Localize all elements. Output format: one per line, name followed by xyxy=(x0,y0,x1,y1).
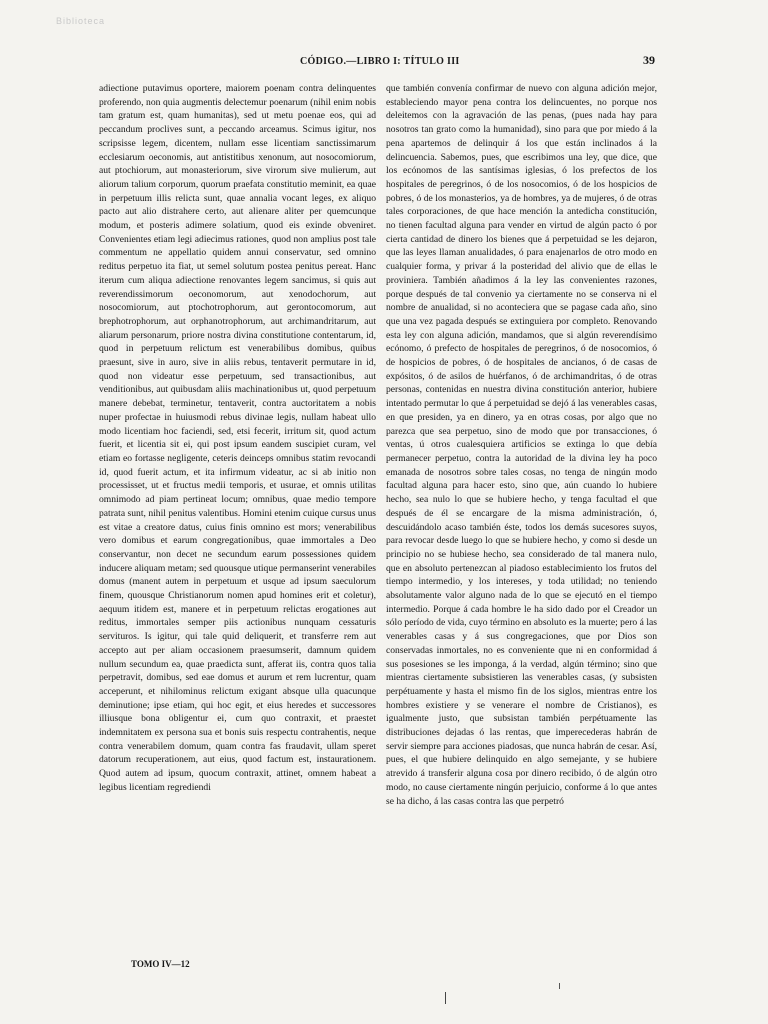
spanish-text-column xyxy=(386,82,657,962)
scan-artifact-line xyxy=(445,992,446,1004)
latin-paragraph: adiectione putavimus oportere, maiorem poenam contra delinquentes proferendo, non quia augmentis delectemur poenarum (nihil enim nobis tam gratum est, quam humanitas), sed ut metu poenae eos, qui ad peccandum proclives sunt, a peccando arceamus. Scimus igitur, nos scripsisse legem, dicentem, nullam esse licentiam sanctissimarum ecclesiarum oeconomis, aut antistitibus xenonum, aut nosocomiorum, aut ptochiorum, aut monasteriorum, sive virorum sive mulierum, aut aliorum talium corporum, quorum praefata constitutio meminit, ea quae in perpetuum illis relicta sunt, quae annalia vocant leges, ex aliquo pacto aut alio distrahere certo, aut alienare aliter per quemcunque modum, et posteris adimere solatium, quod eis exinde obveniret. Convenientes etiam legi adiecimus rationes, quod non amplius post tale commentum ne appellatio quidem annui conservatur, sed omnino reditus perpetuo ita fiat, ut semel solutum postea penitus pereat. Hanc iterum cum aliqua adiectione renovantes legem sancimus, si quis aut reverendissimorum oeconomorum, aut xenodochorum, aut nosocomiorum, aut ptochotrophorum, aut gerontocomorum, aut brephotrophorum, aut orphanotrophorum, aut archimandritarum, aut aliarum personarum, priore nostra divina constitutione contentarum, id, quod in perpetuum relictum est venerabilibus domibus, quibus praesunt, sive in auro, sive in aliis rebus, tentaverit permutare in id, quod non videatur esse perpetuum, sed transactionibus, aut venditionibus, aut quibusdam aliis machinationibus ut, quod perpetuum manere debebat, terminetur, tentaverit, contra auctoritatem a nobis nuper profectae in huiusmodi rebus divinae legis, nullam habeat ullo modo licentiam hoc faciendi, sed, etsi fecerit, irritum sit, quod actum fuerit, et licentia sit ei, qui post ipsum eandem suscipiet curam, vel etiam eo fortasse negligente, ceteris deinceps omnibus statim revocandi id, quod fuerit actum, et ita infirmum videatur, ac si ab initio non processisset, ut et fructus medii temporis, et usurae, et omnis utilitas omnimodo ad piam pertineat locum; omnibus, quae medio tempore patrata sunt, nihil penitus valentibus. Homini etenim cuique cursus unus est vitae a creatore datus, cuius finis omnino est mors; venerabilibus vero domibus et earum congregationibus, quae immortales a Deo conservantur, non decet ne secundum earum possessiones quidem inducere aliquam metam; sed quousque utique permanserint venerabiles domus (manent autem in perpetuum et usque ad ipsum saeculorum finem, quousque Christianorum nomen apud homines erit et coletur), aequum itidem est, manere et in perpetuum relictas erogationes aut reditus, immortales semper piis actionibus nunquam cessaturis servituros. Is igitur, qui tale quid deliquerit, et transferre rem aut accepto aut per aliam occasionem praesumserit, damnum quidem nullum secundum ea, quae praedicta sunt, afferat iis, contra quos talia perpetravit, domibus, sed eae domus et aurum et rem lucrentur, quam acceperunt, et nihilominus relictum exigant absque ulla quacunque deminutione; ipse etiam, qui hoc egit, et eius heredes et successores illiusque bona obligentur ei, cum quo contraxit, et praestet indemnitatem ex persona sua et bonis suis respectu contrahentis, neque contra venerabilem domum, quam contra fas fraudavit, ullam speret datorum recuperationem, aut eius, quod factum est, instaurationem. Quod autem ad ipsum, quocum contraxit, attinet, omnem habeat a legibus licentiam regrediendi xyxy=(99,83,376,793)
page-number: 39 xyxy=(643,53,655,67)
running-title: CÓDIGO.—LIBRO I: TÍTULO III xyxy=(300,56,460,67)
library-stamp: Biblioteca xyxy=(56,16,106,26)
spanish-paragraph: que también convenía confirmar de nuevo con alguna adición mejor, estableciendo mayor pena contra los delincuentes, no porque nos deleitemos con la agravación de las penas, (pues nada hay para nosotros tan grato como la humanidad), sino para que por miedo á la pena apartemos de delinquir á los que están inclinados á la delincuencia. Sabemos, pues, que escribimos una ley, que dice, que los ecónomos de las santísimas iglesias, ó los prefectos de los hospitales de peregrinos, ó de los nosocomios, ó de los hospicios de pobres, ó de los monasterios, ya de hombres, ya de mujeres, ó de otras tales corporaciones, de que hace mención la antedicha constitución, no tienen facultad alguna para vender en virtud de algún pacto ó por cierta cantidad de dinero los bienes que á perpetuidad se les dejaron, que las leyes llaman anualidades, ó para enajenarlos de otro modo en cualquier forma, y privar á la posteridad del alivio que de ellas le proviniera. También añadimos á la ley las convenientes razones, porque después de tal convenio ya ciertamente no se conserva ni el nombre de anualidad, si no aconteciera que se pagase cada año, sino que una vez pagada después se extinguiera por completo. Renovando esta ley con alguna adición, mandamos, que si algún reverendísimo ecónomo, ó prefecto de hospitales de peregrinos, ó de nosocomios, ó de hospicios de pobres, ó de hospitales de ancianos, ó de casas de expósitos, ó de asilos de huérfanos, ó de archimandritas, ó de otras personas, contenidas en nuestra divina constitución anterior, hubiere intentado permutar lo que á perpetuidad se dejó á las venerables casas, en que presiden, ya en dinero, ya en otras cosas, por algo que no parezca que sea perpetuo, sino de modo que por transacciones, ó ventas, ú otros cualesquiera artificios se extinga lo que debía permanecer perpetuo, contra la autoridad de la divina ley ha poco emanada de nosotros sobre tales cosas, no tenga de ningún modo facultad alguna para hacer esto, sino que, aún cuando lo hubiere hecho, sea nulo lo que se hubiere hecho, y tenga facultad el que después de él se encargare de la misma administración, ó, descuidándolo acaso también éste, todos los demás sucesores suyos, para revocar desde luego lo que se hubiere hecho, y como si desde un principio no se hubiese hecho, sea considerado de tal manera nulo, que en absoluto pertenezcan al piadoso establecimiento los frutos del tiempo intermedio, y los intereses, y toda utilidad; no teniendo absolutamente valor alguno nada de lo que se ejecutó en el tiempo intermedio. Porque á cada hombre le ha sido dado por el Creador un sólo período de vida, cuyo término en absoluto es la muerte; pero á las venerables casas y á sus congregaciones, que por Dios son conservadas inmortales, no es conveniente que ni en conformidad á sus posesiones se les imponga, á la verdad, algún término; sino que mientras ciertamente subsistieren las venerables casas, (y subsisten perpétuamente y hasta el mismo fin de los siglos, mientras entre los hombres existiere y se venerare el nombre de Cristianos), es igualmente justo, que subsistan también perpétuamente las distribuciones dejadas ó las rentas, que imperecederas habrán de servir siempre para acciones piadosas, que nunca habrán de cesar. Así, pues, el que hubiere delinquido en algo semejante, y se hubiere atrevido á transferir alguna cosa por dinero recibido, ó de algún otro modo, no cause ciertamente ningún perjuicio, conforme á lo que antes se ha dicho, á las casas contra las que perpetró xyxy=(386,83,657,807)
volume-signature: TOMO IV—12 xyxy=(131,959,190,969)
latin-text-column xyxy=(99,82,376,962)
scan-artifact-line xyxy=(559,983,560,989)
